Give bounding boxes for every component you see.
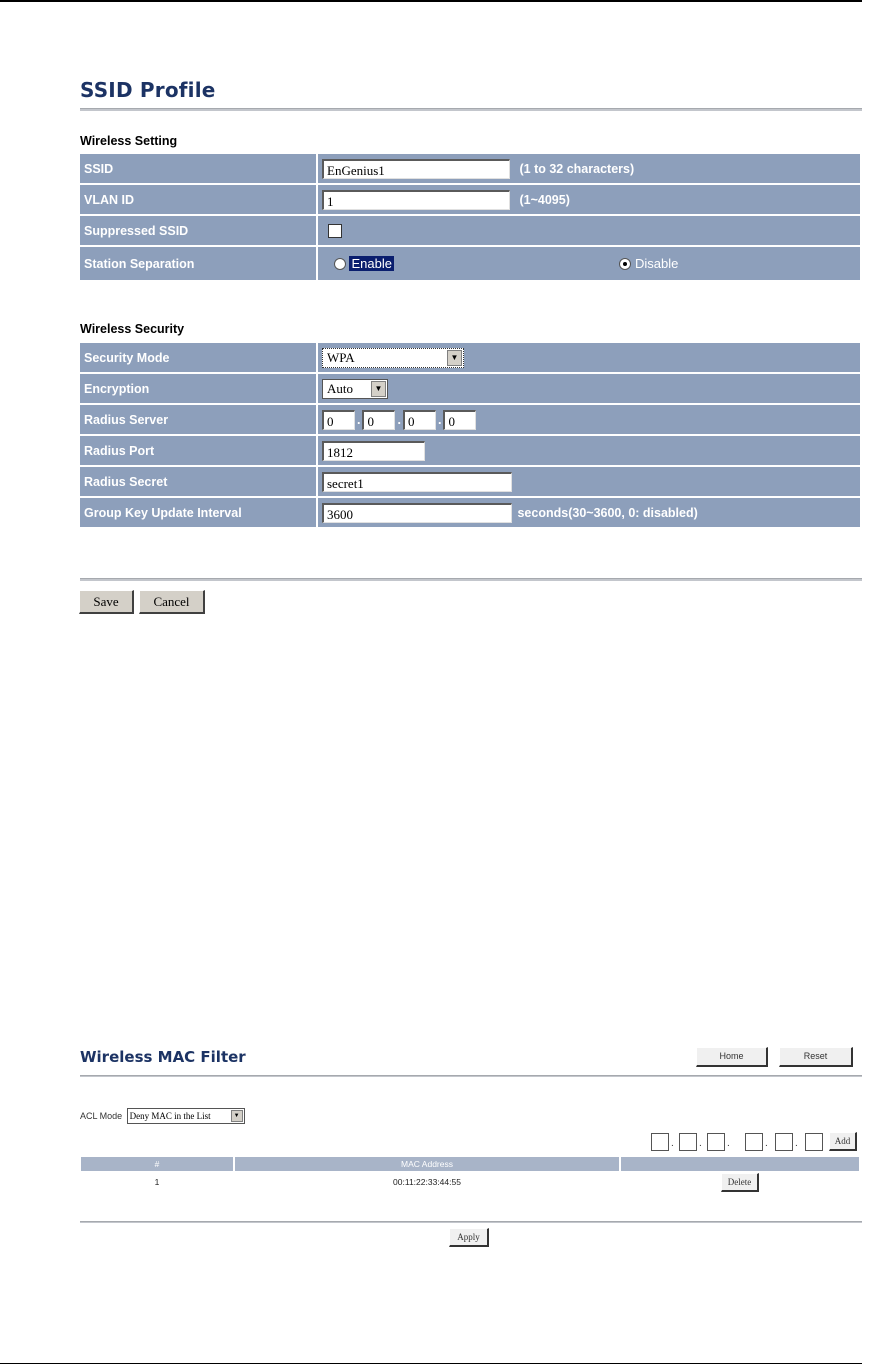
cancel-button[interactable]: Cancel (139, 590, 205, 614)
row-mac-address: 00:11:22:33:44:55 (393, 1177, 461, 1187)
disable-radio[interactable] (619, 258, 631, 270)
apply-button[interactable]: Apply (449, 1228, 489, 1247)
radius-port-label: Radius Port (80, 436, 316, 465)
station-separation-row (80, 247, 860, 280)
form-divider (80, 578, 862, 581)
ip-dot: . (437, 412, 442, 427)
save-button[interactable]: Save (79, 590, 134, 614)
mac-separator: . (795, 1138, 798, 1149)
radius-secret-input[interactable]: secret1 (322, 472, 512, 492)
radius-secret-label: Radius Secret (80, 467, 316, 496)
encryption-row (80, 374, 860, 403)
mac-list-table (79, 1156, 861, 1193)
mac-separator: . (765, 1138, 768, 1149)
group-key-label: Group Key Update Interval (80, 498, 316, 527)
delete-button[interactable]: Delete (721, 1173, 759, 1192)
radius-port-row (80, 436, 860, 465)
group-key-row (80, 498, 860, 527)
acl-mode-select[interactable] (127, 1108, 245, 1124)
acl-mode-value: Deny MAC in the List (129, 1110, 211, 1121)
group-key-hint: seconds(30~3600, 0: disabled) (517, 505, 698, 520)
wireless-setting-heading: Wireless Setting (80, 134, 178, 148)
reset-button[interactable]: Reset (779, 1047, 853, 1067)
wireless-setting-table (78, 152, 862, 282)
ip-dot: . (397, 412, 401, 427)
column-mac-address: MAC Address (235, 1157, 619, 1171)
radius-server-octet-4[interactable]: 0 (443, 410, 476, 430)
acl-mode-label: ACL Mode (80, 1110, 123, 1121)
title-divider (80, 108, 862, 111)
page-top-rule (0, 0, 862, 2)
mac-filter-title: Wireless MAC Filter (80, 1048, 246, 1066)
mac-title-divider (80, 1075, 862, 1077)
disable-radio-label[interactable]: Disable (634, 256, 679, 272)
chevron-down-icon: ▼ (371, 381, 386, 397)
radius-server-octet-2[interactable]: 0 (362, 410, 395, 430)
home-button[interactable]: Home (696, 1047, 768, 1067)
mac-octet-4-input[interactable] (745, 1133, 763, 1151)
vlan-id-label: VLAN ID (80, 185, 316, 214)
suppressed-ssid-row (80, 216, 860, 245)
radius-secret-row (80, 467, 860, 496)
vlan-id-hint: (1~4095) (519, 192, 570, 207)
column-index: # (81, 1157, 233, 1171)
security-mode-select[interactable] (322, 348, 464, 368)
radius-port-input[interactable]: 1812 (322, 441, 425, 461)
wireless-security-heading: Wireless Security (80, 322, 185, 336)
radius-server-octet-1[interactable]: 0 (322, 410, 355, 430)
vlan-id-row (80, 185, 860, 214)
column-action (621, 1157, 859, 1171)
ssid-input[interactable]: EnGenius1 (322, 159, 510, 179)
encryption-label: Encryption (80, 374, 316, 403)
security-mode-row (80, 343, 860, 372)
table-row (81, 1172, 859, 1192)
radius-server-row (80, 405, 860, 434)
suppressed-ssid-checkbox[interactable] (328, 224, 342, 238)
ssid-label: SSID (80, 154, 316, 183)
ssid-hint: (1 to 32 characters) (519, 161, 635, 176)
mac-octet-6-input[interactable] (805, 1133, 823, 1151)
wireless-security-table (78, 341, 862, 529)
mac-separator: . (727, 1138, 730, 1149)
ip-dot: . (357, 412, 361, 427)
page-title: SSID Profile (80, 78, 216, 102)
add-button[interactable]: Add (829, 1132, 857, 1151)
page-bottom-rule (0, 1363, 862, 1364)
mac-table-divider (80, 1221, 862, 1223)
mac-separator: . (671, 1138, 674, 1149)
vlan-id-input[interactable]: 1 (322, 190, 510, 210)
radius-server-octet-3[interactable]: 0 (403, 410, 436, 430)
security-mode-label: Security Mode (80, 343, 316, 372)
chevron-down-icon: ▼ (447, 350, 462, 366)
suppressed-ssid-label: Suppressed SSID (80, 216, 316, 245)
row-index: 1 (154, 1177, 160, 1187)
radius-server-label: Radius Server (80, 405, 316, 434)
security-mode-value: WPA (327, 349, 355, 365)
enable-radio[interactable] (334, 258, 346, 270)
mac-table-header (81, 1157, 859, 1171)
mac-octet-3-input[interactable] (707, 1133, 725, 1151)
encryption-value: Auto (327, 380, 353, 396)
mac-separator: . (699, 1138, 702, 1149)
station-separation-label: Station Separation (80, 247, 316, 280)
enable-radio-label[interactable]: Enable (351, 256, 392, 272)
encryption-select[interactable] (322, 379, 388, 399)
chevron-down-icon: ▼ (231, 1110, 243, 1122)
mac-octet-2-input[interactable] (679, 1133, 697, 1151)
group-key-input[interactable]: 3600 (322, 503, 512, 523)
ssid-row (80, 154, 860, 183)
mac-octet-1-input[interactable] (651, 1133, 669, 1151)
mac-octet-5-input[interactable] (775, 1133, 793, 1151)
